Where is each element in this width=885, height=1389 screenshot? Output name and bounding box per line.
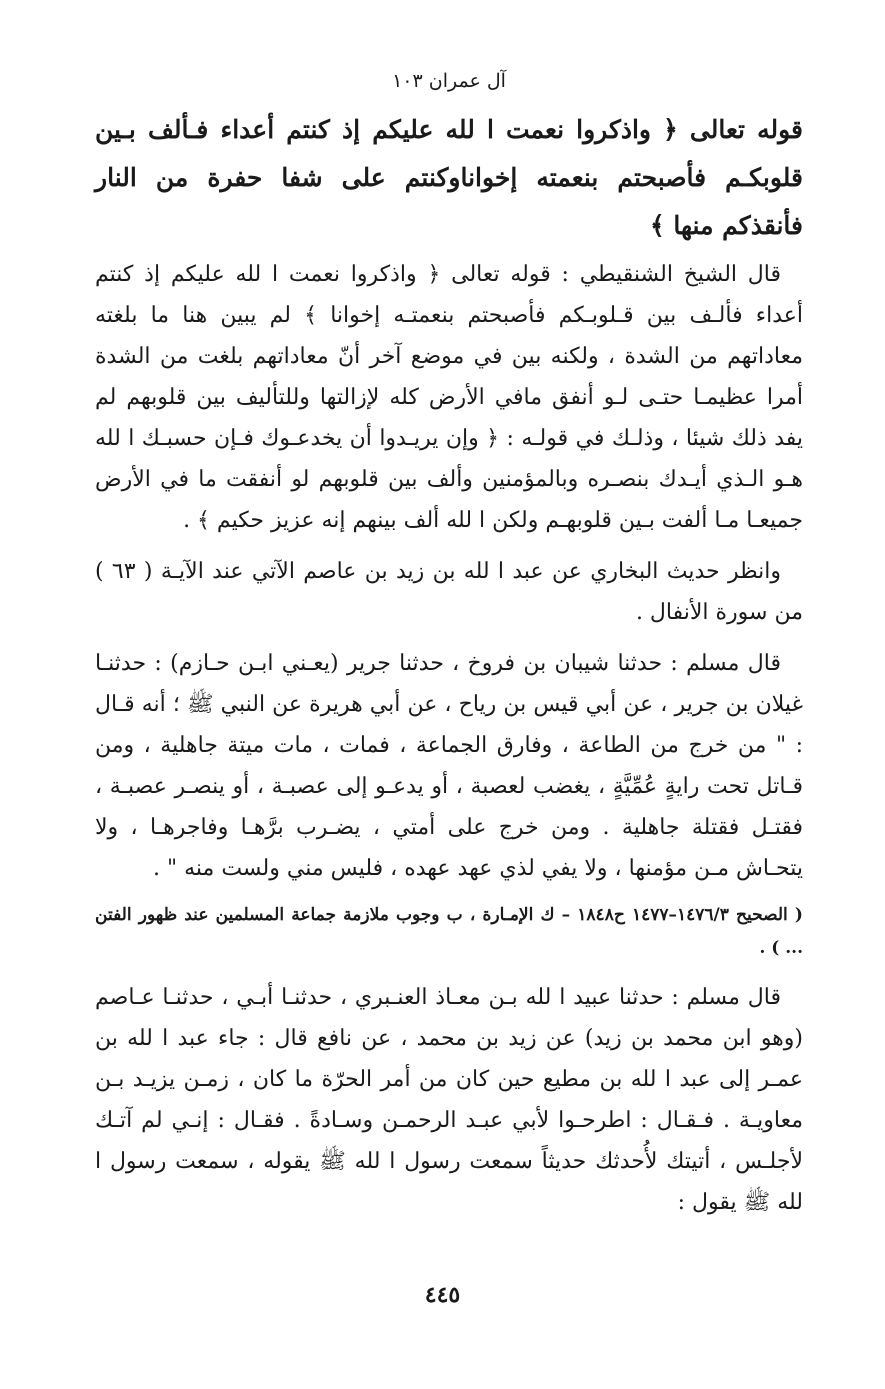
paragraph-shanqiti: قال الشيخ الشنقيطي : قوله تعالى ﴿ واذكروا نعمت ا لله عليكم إذ كنتم أعداء فألـف بين قـلوبـكم فأصبحتم بنعمتـه إخوانا ﴾ لم يبين هنا ما بلغته معاداتهم من الشدة ، ولكنه بين في موضع آخر أنّ معاداتهم بلغت من الشدة أمرا عظيمـا حتـى لـو أنفق مافي الأرض كله لإزالتها وللتأليف بين قلوبهم لم يفد ذلك شيئا ، وذلـك في قولـه : ﴿ وإن يريـدوا أن يخدعـوك فـإن حسبـك ا لله هـو الـذي أيـدك بنصـره وبالمؤمنين وألف بين قلوبهم لو أنفقت ما في الأرض جميعـا مـا ألفت بـين قلوبهـم ولكن ا لله ألف بينهم إنه عزيز حكيم ﴾ . — [95, 262, 803, 533]
paragraph-bukhari-reference: وانظر حديث البخاري عن عبد ا لله بن زيد بن عاصم الآتي عند الآيـة ( ٦٣ ) من سورة الأنفال . — [95, 559, 803, 625]
running-head: آل عمران ١٠٣ — [392, 70, 506, 92]
paragraph-muslim-hadith: قال مسلم : حدثنا شيبان بن فروخ ، حدثنا جرير (يعـني ابـن حـازم) : حدثنـا غيلان بن جرير ، عن أبي قيس بن رياح ، عن أبي هريرة عن النبي ﷺ ؛ أنه قـال : " من خرج من الطاعة ، وفارق الجماعة ، فمات ، مات ميتة جاهلية ، ومن قـاتل تحت رايةٍ عُمِّيَّةٍ ، يغضب لعصبة ، أو يدعـو إلى عصبـة ، أو ينصـر عصبـة ، فقتـل فقتلة جاهلية . ومن خرج على أمتي ، يضـرب برَّهـا وفاجرهـا ، ولا يتحـاش مـن مؤمنها ، ولا يفي لذي عهد عهده ، فليس مني ولست منه " . — [95, 651, 803, 881]
quranic-verse: قوله تعالى ﴿ واذكروا نعمت ا لله عليكم إذ كنتم أعداء فـألف بـين قلوبكـم فأصبحتم بنعمته إخواناوكنتم على شفا حفرة من النار فأنقذكم منها ﴾ — [95, 115, 803, 240]
citation-reference: ( الصحيح ١٤٧٦/٣–١٤٧٧ ح١٨٤٨ – ك الإمـارة ، ب وجوب ملازمة جماعة المسلمين عند ظهور الفتن ... ) . — [95, 905, 803, 958]
page-number: ٤٤٥ — [424, 1282, 461, 1308]
paragraph-muslim-second: قال مسلم : حدثنا عبيد ا لله بـن معـاذ العنـبري ، حدثنـا أبـي ، حدثنـا عـاصم (وهو ابن محمد بن زيد) عن زيد بن محمد ، عن نافع قال : جاء عبد ا لله بن عمـر إلى عبد ا لله بن مطيع حين كان من أمر الحرّة ما كان ، زمـن يزيـد بـن معاويـة . فـقـال : اطرحـوا لأبي عبـد الرحمـن وسـادةً . فقـال : إنـي لم آتـك لأجلـس ، أتيتك لأُحدثك حديثاً سمعت رسول ا لله ﷺ يقوله ، سمعت رسول ا لله ﷺ يقول : — [95, 985, 803, 1215]
